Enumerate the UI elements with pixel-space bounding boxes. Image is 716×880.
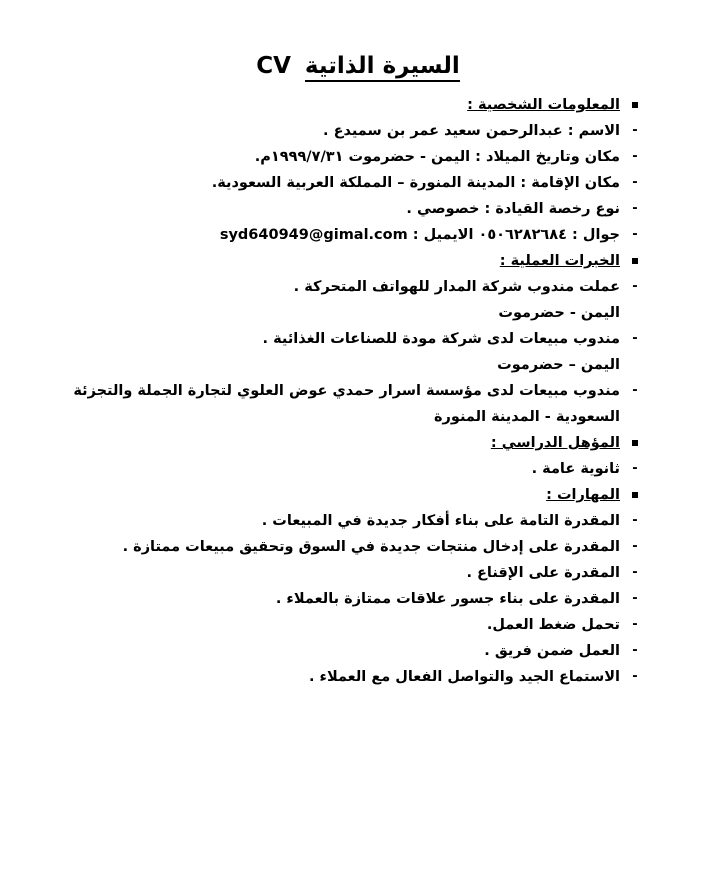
skill-item: المقدرة على بناء جسور علاقات ممتازة بالعملاء . — [275, 591, 620, 607]
list-item — [90, 612, 638, 638]
dash-bullet-icon: - — [632, 565, 638, 580]
dash-bullet-icon: - — [632, 461, 638, 476]
skill-item: المقدرة على إدخال منتجات جديدة في السوق وتحقيق مبيعات ممتازة . — [122, 539, 620, 555]
dash-bullet-icon: - — [632, 331, 638, 346]
dash-bullet-icon: - — [632, 591, 638, 606]
square-bullet-icon — [628, 430, 642, 456]
list-item — [90, 326, 638, 352]
experience-job1-location: اليمن - حضرموت — [498, 305, 620, 321]
dash-bullet-icon: - — [632, 201, 638, 216]
experience-job3: مندوب مبيعات لدى مؤسسة اسرار حمدي عوض العلوي لتجارة الجملة والتجزئة — [73, 383, 620, 399]
personal-name: الاسم : عبدالرحمن سعيد عمر بن سميدع . — [323, 123, 620, 139]
square-bullet-icon — [628, 482, 642, 508]
list-item — [90, 456, 638, 482]
dash-bullet-icon: - — [632, 539, 638, 554]
section-education-heading: المؤهل الدراسي : — [90, 430, 620, 456]
personal-contact: جوال : ٠٥٠٦٢٨٢٦٨٤ الايميل : — [407, 227, 620, 243]
experience-job2: مندوب مبيعات لدى شركة مودة للصناعات الغذائية . — [262, 331, 620, 347]
title-cv: CV — [256, 53, 291, 79]
section-experience-heading: الخبرات العملية : — [90, 248, 620, 274]
list-item — [90, 586, 638, 612]
list-item — [90, 118, 638, 144]
list-item — [73, 378, 638, 404]
list-item — [90, 534, 638, 560]
section-personal-heading: المعلومات الشخصية : — [90, 92, 620, 118]
square-bullet-icon — [628, 248, 642, 274]
personal-email: syd640949@gimal.com — [219, 227, 408, 243]
list-item — [90, 508, 638, 534]
list-item — [90, 170, 638, 196]
personal-birth: مكان وتاريخ الميلاد : اليمن - حضرموت ١٩٩٩/٧/٣١م. — [254, 149, 620, 165]
dash-bullet-icon: - — [632, 643, 638, 658]
title-arabic: السيرة الذاتية — [305, 52, 460, 82]
section-skills-heading: المهارات : — [90, 482, 620, 508]
dash-bullet-icon: - — [632, 175, 638, 190]
list-item — [90, 664, 638, 690]
dash-bullet-icon: - — [632, 123, 638, 138]
personal-license: نوع رخصة القيادة : خصوصي . — [406, 201, 620, 217]
dash-bullet-icon: - — [632, 227, 638, 242]
dash-bullet-icon: - — [632, 279, 638, 294]
list-item — [90, 222, 638, 248]
personal-residence: مكان الإقامة : المدينة المنورة – المملكة العربية السعودية. — [211, 175, 620, 191]
list-item — [90, 638, 638, 664]
experience-job1: عملت مندوب شركة المدار للهواتف المتحركة . — [293, 279, 620, 295]
dash-bullet-icon: - — [632, 383, 638, 398]
education-item: ثانوية عامة . — [531, 461, 620, 477]
list-item — [90, 560, 638, 586]
list-item-continuation — [90, 404, 620, 430]
square-bullet-icon — [628, 92, 642, 118]
dash-bullet-icon: - — [632, 617, 638, 632]
list-item — [90, 144, 638, 170]
experience-job3-location: السعودية - المدينة المنورة — [433, 409, 620, 425]
list-item-continuation — [90, 352, 620, 378]
skill-item: المقدرة التامة على بناء أفكار جديدة في المبيعات . — [261, 513, 620, 529]
cv-content — [73, 92, 638, 690]
skill-item: العمل ضمن فريق . — [484, 643, 620, 659]
skill-item: الاستماع الجيد والتواصل الفعال مع العملاء . — [308, 669, 620, 685]
dash-bullet-icon: - — [632, 669, 638, 684]
dash-bullet-icon: - — [632, 513, 638, 528]
skill-item: المقدرة على الإقناع . — [466, 565, 620, 581]
skill-item: تحمل ضغط العمل. — [486, 617, 620, 633]
experience-job2-location: اليمن – حضرموت — [497, 357, 620, 373]
page-title — [0, 52, 716, 82]
list-item-continuation — [90, 300, 620, 326]
list-item — [90, 274, 638, 300]
dash-bullet-icon: - — [632, 149, 638, 164]
list-item — [90, 196, 638, 222]
